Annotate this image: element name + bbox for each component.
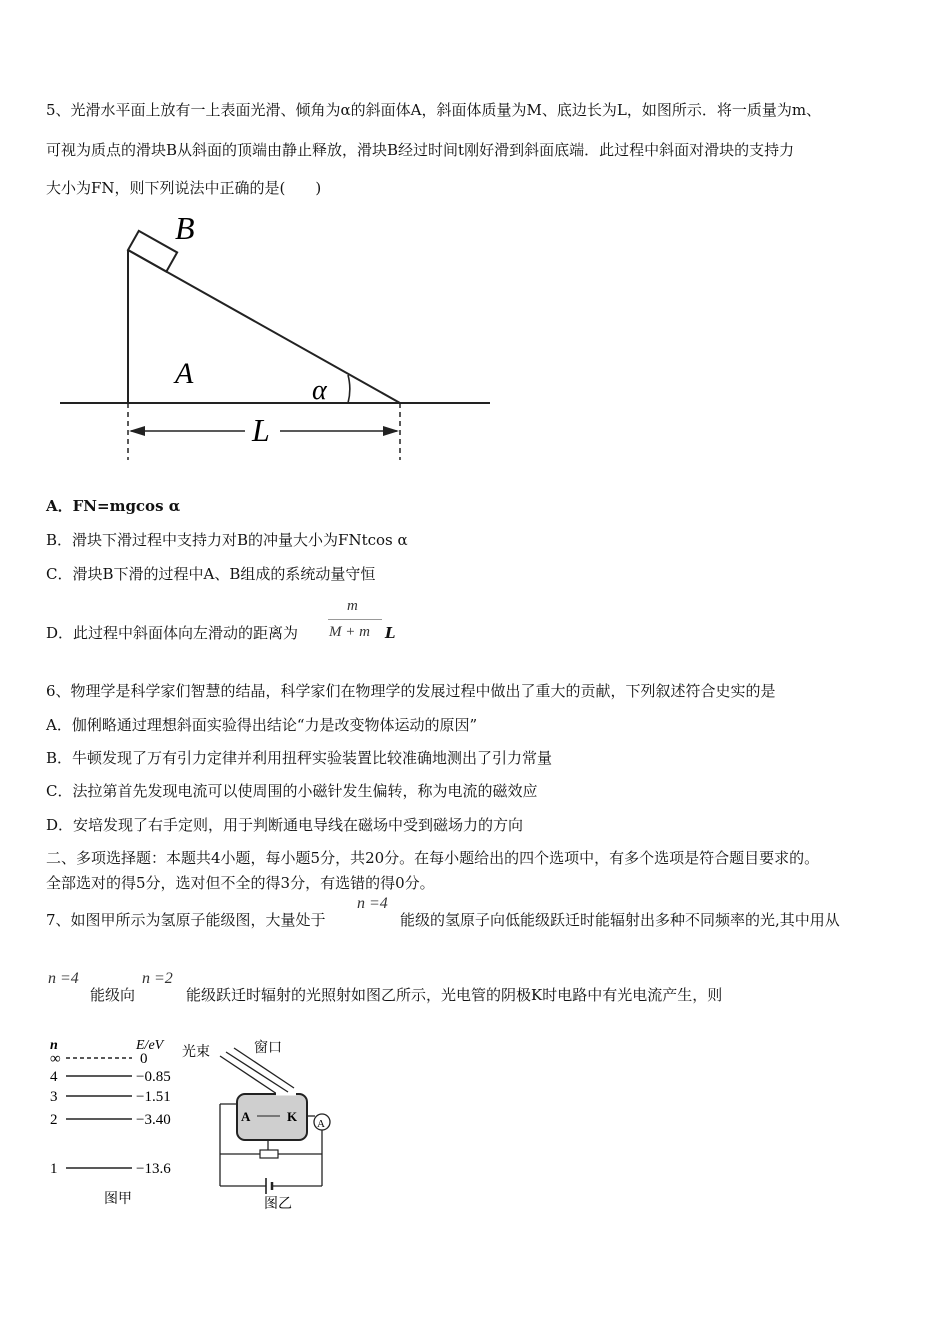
level-e-1: −13.6 <box>136 1161 171 1177</box>
q6-option-d: D．安培发现了右手定则，用于判断通电导线在磁场中受到磁场力的方向 <box>46 816 524 834</box>
q6-option-c: C．法拉第首先发现电流可以使周围的小磁针发生偏转，称为电流的磁效应 <box>46 782 538 800</box>
q5-option-b: B．滑块下滑过程中支持力对B的冲量大小为FNtcos α <box>46 531 408 549</box>
incline-figure <box>55 205 500 470</box>
level-n-4: 4 <box>50 1069 58 1085</box>
q6-option-b: B．牛顿发现了万有引力定律并利用扭秤实验装置比较准确地测出了引力常量 <box>46 749 553 767</box>
label-meter: A <box>317 1118 325 1130</box>
fraction-bar <box>328 619 382 620</box>
rheostat <box>260 1150 278 1158</box>
q5-option-c: C．滑块B下滑的过程中A、B组成的系统动量守恒 <box>46 565 376 583</box>
q7-part1: 7、如图甲所示为氢原子能级图，大量处于 <box>46 911 326 929</box>
col-e: E/eV <box>136 1038 164 1053</box>
q6-option-a: A．伽俐略通过理想斜面实验得出结论“力是改变物体运动的原因” <box>46 716 478 734</box>
label-cathode: K <box>287 1109 298 1124</box>
label-beam: 光束 <box>182 1045 210 1060</box>
label-window: 窗口 <box>254 1041 282 1056</box>
q6-stem: 6、物理学是科学家们智慧的结晶，科学家们在物理学的发展过程中做出了重大的贡献，下列叙述符合史实的是 <box>46 682 776 700</box>
q7-n4: n =4 <box>357 895 388 912</box>
section2-line1: 二、多项选择题：本题共4小题，每小题5分，共20分。在每小题给出的四个选项中，有多个选项是符合题目要求的。 <box>46 849 820 867</box>
q5-option-d: D．此过程中斜面体向左滑动的距离为 <box>46 624 299 642</box>
level-n-inf: ∞ <box>50 1051 61 1067</box>
label-l: L <box>252 412 270 448</box>
label-alpha: α <box>312 375 327 406</box>
phototube-circuit <box>180 1038 340 1213</box>
q5-stem-line3: 大小为FN，则下列说法中正确的是( ) <box>46 179 322 197</box>
q7-part3: 能级向 <box>90 986 136 1004</box>
level-e-4: −0.85 <box>136 1069 171 1085</box>
level-e-2: −3.40 <box>136 1112 171 1128</box>
q5-stem-line2: 可视为质点的滑块B从斜面的顶端由静止释放，滑块B经过时间t刚好滑到斜面底端．此过程中斜面对滑块的支持力 <box>46 141 795 159</box>
q5-stem-line1: 5、光滑水平面上放有一上表面光滑、倾角为α的斜面体A，斜面体质量为M、底边长为L，如图所示．将一质量为m、 <box>46 101 822 119</box>
level-n-1: 1 <box>50 1161 58 1177</box>
block-b <box>128 231 177 272</box>
label-a: A <box>175 357 194 390</box>
fraction-numerator: m <box>347 598 358 614</box>
q7-part2: 能级的氢原子向低能级跃迁时能辐射出多种不同频率的光,其中用从 <box>400 911 840 929</box>
label-anode: A <box>241 1109 251 1124</box>
label-b: B <box>175 210 195 246</box>
caption-jia: 图甲 <box>104 1192 132 1207</box>
section2-line2: 全部选对的得5分，选对但不全的得3分，有选错的得0分。 <box>46 874 435 892</box>
level-e-3: −1.51 <box>136 1089 171 1105</box>
energy-level-diagram <box>44 1033 194 1213</box>
q7-n2: n =2 <box>142 970 173 987</box>
level-n-2: 2 <box>50 1112 58 1128</box>
q7-n4b: n =4 <box>48 970 79 987</box>
q5-option-a: A．FN=mgcos α <box>46 497 181 515</box>
q7-part4: 能级跃迁时辐射的光照射如图乙所示，光电管的阴极K时电路中有光电流产生，则 <box>186 986 723 1004</box>
caption-yi: 图乙 <box>264 1197 292 1212</box>
fraction-denominator: M + m <box>329 624 370 640</box>
level-n-3: 3 <box>50 1089 58 1105</box>
col-n: n <box>50 1038 58 1053</box>
q5-option-d-tail: L <box>385 624 396 642</box>
level-e-inf: 0 <box>140 1051 148 1067</box>
